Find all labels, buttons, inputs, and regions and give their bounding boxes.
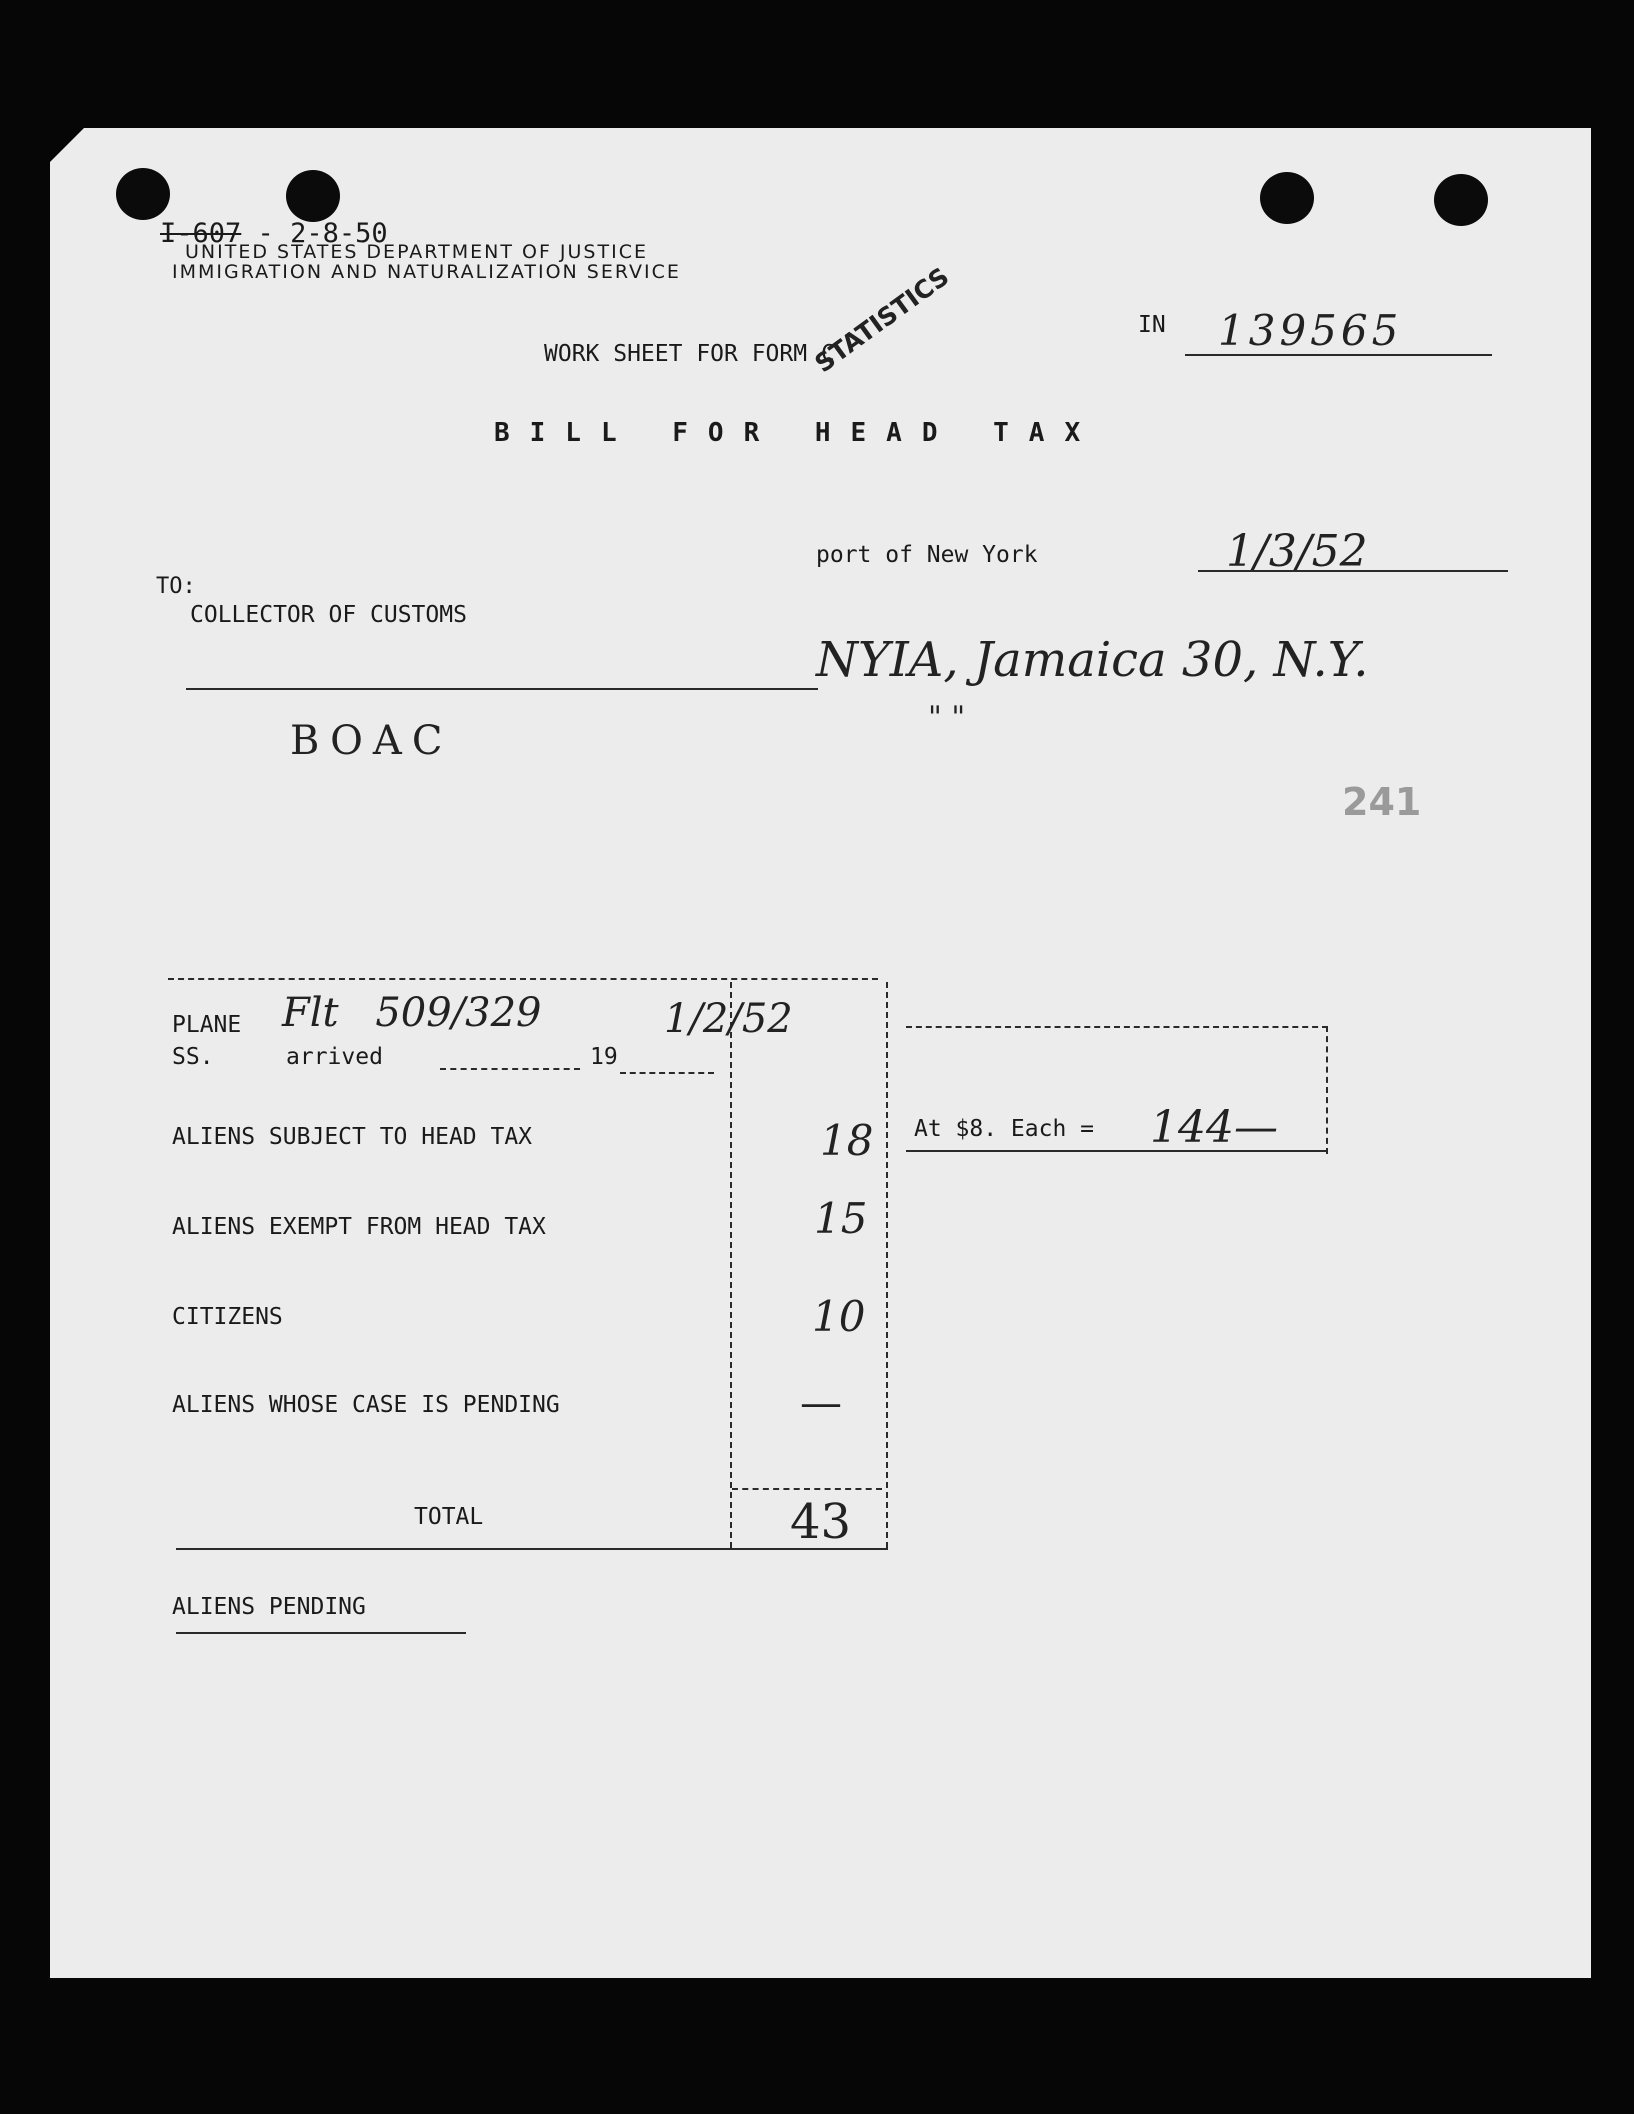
form-date: 2-8-50: [290, 218, 388, 249]
year-blank: [620, 1072, 714, 1074]
collector-underline: [186, 688, 818, 690]
ss-label: SS.: [172, 1044, 214, 1070]
table-column-divider: [730, 982, 732, 1548]
plane-label: PLANE: [172, 1012, 242, 1038]
port-label: port of New York: [816, 542, 1038, 568]
form-number: I-607: [160, 218, 242, 249]
row-label-pending: ALIENS WHOSE CASE IS PENDING: [172, 1392, 560, 1418]
worksheet-title: WORK SHEET FOR FORM C: [544, 341, 835, 367]
flight-handwritten: Flt 509/329: [282, 990, 542, 1036]
punch-hole: [116, 168, 170, 220]
calc-box-right: [1326, 1026, 1328, 1154]
flight-date-handwritten: 1/2/52: [664, 996, 793, 1042]
stamp-number: 241: [1342, 780, 1422, 824]
arrived-label: arrived: [286, 1044, 383, 1070]
table-top-border: [168, 978, 878, 980]
in-number: 139565: [1218, 306, 1403, 355]
row-value-citizens: 10: [812, 1292, 866, 1341]
aliens-pending-label: ALIENS PENDING: [172, 1594, 366, 1620]
carrier-handwritten: BOAC: [290, 718, 453, 764]
port-date: 1/3/52: [1226, 526, 1368, 577]
calc-box-top: [906, 1026, 1328, 1028]
aliens-pending-underline: [176, 1632, 466, 1634]
document-page: [50, 128, 1591, 1978]
bill-title: BILL FOR HEAD TAX: [494, 418, 1101, 448]
table-bottom-border: [176, 1548, 888, 1550]
arrived-blank: [440, 1068, 580, 1070]
punch-hole: [286, 170, 340, 222]
table-right-border: [886, 982, 888, 1548]
statistics-stamp: STATISTICS: [809, 261, 955, 379]
row-label-citizens: CITIZENS: [172, 1304, 283, 1330]
collector-label: COLLECTOR OF CUSTOMS: [190, 602, 467, 628]
total-top-border: [732, 1488, 882, 1490]
ditto-marks: " ": [928, 700, 966, 735]
in-label: IN: [1138, 312, 1166, 338]
agency-line-1: UNITED STATES DEPARTMENT OF JUSTICE: [185, 241, 648, 263]
to-label: TO:: [156, 574, 196, 599]
rate-label: At $8. Each =: [914, 1116, 1095, 1142]
amount-handwritten: 144—: [1150, 1102, 1278, 1153]
date-underline: [1198, 570, 1508, 572]
location-handwritten: NYIA, Jamaica 30, N.Y.: [816, 632, 1369, 688]
agency-line-2: IMMIGRATION AND NATURALIZATION SERVICE: [172, 261, 681, 283]
year-prefix: 19: [590, 1044, 618, 1070]
row-value-exempt: 15: [814, 1194, 868, 1243]
row-value-subject: 18: [820, 1116, 874, 1165]
punch-hole: [1434, 174, 1488, 226]
in-underline: [1185, 354, 1492, 356]
row-label-exempt: ALIENS EXEMPT FROM HEAD TAX: [172, 1214, 546, 1240]
row-value-pending: —: [800, 1378, 842, 1427]
form-number-line: I-607 - 2-8-50: [160, 218, 388, 249]
total-label: TOTAL: [414, 1504, 484, 1530]
row-label-subject: ALIENS SUBJECT TO HEAD TAX: [172, 1124, 533, 1150]
total-value: 43: [790, 1494, 852, 1550]
punch-hole: [1260, 172, 1314, 224]
